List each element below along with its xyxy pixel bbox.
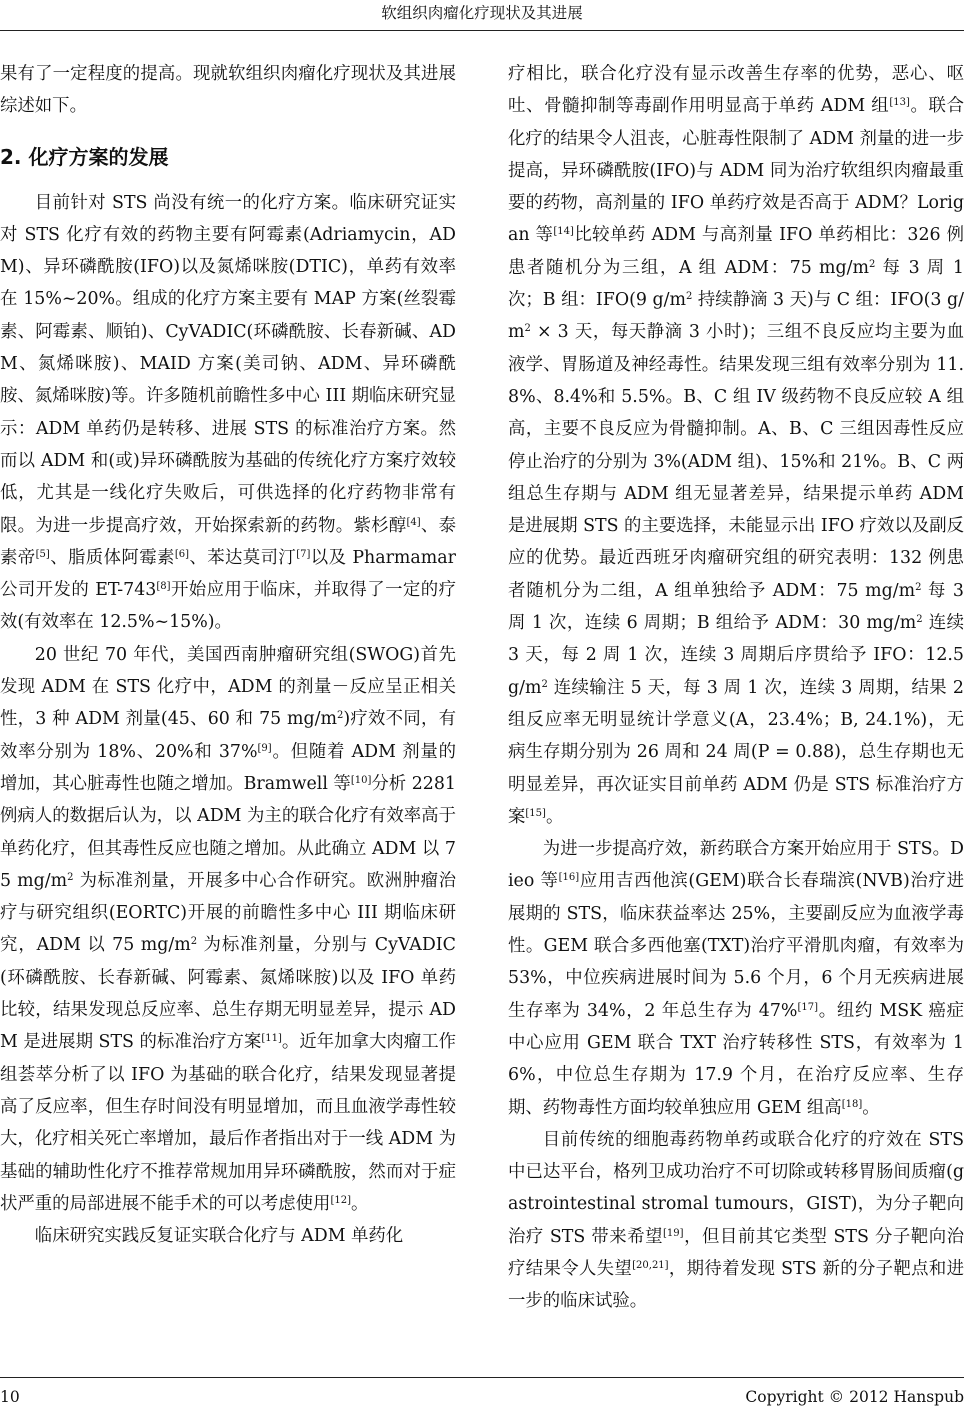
- left-column: [0, 58, 456, 1252]
- paragraph-drug-options: 目前针对 STS 尚没有统一的化疗方案。临床研究证实对 STS 化疗有效的药物主要有阿霉素(Adriamycin，ADM)、异环磷酰胺(IFO)以及氮烯咪胺(DTIC)，单药有效率在 15%~20%。组成的化疗方案主要有 MAP 方案(丝裂霉素、阿霉素、顺铂)、CyVADIC(环磷酰胺、长春新碱、ADM、氮烯咪胺)、MAID 方案(美司钠、ADM、异环磷酰胺、氮烯咪胺)等。许多随机前瞻性多中心 III 期临床研究显示：ADM 单药仍是转移、进展 STS 的标准治疗方案。然而以 ADM 和(或)异环磷酰胺为基础的传统化疗方案疗效较低，尤其是一线化疗失败后，可供选择的化疗药物非常有限。为进一步提高疗效，开始探索新的药物。紫杉醇[4]、泰素帝[5]、脂质体阿霉素[6]、苯达莫司汀[7]以及 Pharmamar 公司开发的 ET-743[8]开始应用于临床，并取得了一定的疗效(有效率在 12.5%~15%)。: [0, 192, 456, 633]
- superscript: 2: [541, 678, 548, 690]
- header-divider: [0, 30, 964, 31]
- citation: [19]: [663, 1227, 684, 1239]
- superscript: 2: [916, 614, 923, 626]
- citation: [5]: [35, 548, 50, 560]
- citation: [14]: [553, 226, 574, 238]
- citation: [9]: [257, 742, 272, 754]
- paragraph-new-combinations: 为进一步提高疗效，新药联合方案开始应用于 STS。Dieo 等[16]应用吉西他滨(GEM)联合长春瑞滨(NVB)治疗进展期的 STS，临床获益率达 25%，主要副反应为血液学毒性。GEM 联合多西他塞(TXT)治疗平滑肌肉瘤，有效率为 53%，中位疾病进展时间为 5.6 个月，6 个月无疾病进展生存率为 34%，2 年总生存为 47%[17]。纽约 MSK 癌症中心应用 GEM 联合 TXT 治疗转移性 STS，有效率为 16%，中位总生存期为 17.9 个月，在治疗反应率、生存期、药物毒性方面均较单独应用 GEM 组高[18]。: [508, 839, 964, 1118]
- paragraph-combination-continued: 疗相比，联合化疗没有显示改善生存率的优势，恶心、呕吐、骨髓抑制等毒副作用明显高于单药 ADM 组[13]。联合化疗的结果令人沮丧，心脏毒性限制了 ADM 剂量的进一步提高，异环磷酰胺(IFO)与 ADM 同为治疗软组织肉瘤最重要的药物，高剂量的 IFO 单药疗效是否高于 ADM？Lorigan 等[14]比较单药 ADM 与高剂量 IFO 单药相比：326 例患者随机分为三组，A 组 ADM：75 $mg/m^2$ 每 3 周 1 次；B 组：IFO(9 $g/m^2$ 持续静滴 3 天)与 C 组：IFO(3 $g/m^2 \times 3$ 天，每天静滴 3 小时)；三组不良反应均主要为血液学、胃肠道及神经毒性。结果发现三组有效率分别为 11.8%、8.4%和 5.5%。B、C 组 IV 级药物不良反应较 A 组高，主要不良反应为骨髓抑制。A、B、C 三组因毒性反应停止治疗的分别为 3%(ADM 组)、15%和 21%。B、C 两组总生存期与 ADM 组无显著差异，结果提示单药 ADM 是进展期 STS 的主要选择，未能显示出 IFO 疗效以及副反应的优势。最近西班牙肉瘤研究组的研究表明：132 例患者随机分为二组，A 组单独给予 ADM：75 $mg/m^2$ 每 3 周 1 次，连续 6 周期；B 组给予 ADM：30 $mg/m^2$ 连续 3 天，每 2 周 1 次，连续 3 周期后序贯给予 IFO：12.5 $g/m^2$ 连续输注 5 天，每 3 周 1 次，连续 3 周期，结果 2 组反应率无明显统计学意义(A，23.4%；B, 24.1%)，无病生存期分别为 26 周和 24 周(P = 0.88)，总生存期也无明显差异，再次证实目前单药 ADM 仍是 STS 标准治疗方案[15]。: [508, 64, 964, 827]
- citation: [10]: [350, 774, 372, 786]
- citation: [8]: [156, 581, 171, 593]
- superscript: 2: [336, 710, 344, 722]
- paragraph-combination-start: 临床研究实践反复证实联合化疗与 ADM 单药化: [34, 1226, 404, 1247]
- page-number: 10: [0, 1388, 20, 1406]
- superscript: 2: [190, 936, 198, 948]
- citation: [4]: [406, 516, 421, 528]
- citation: [12]: [330, 1194, 351, 1206]
- citation: [16]: [558, 872, 580, 884]
- citation: [7]: [296, 548, 311, 560]
- citation: [18]: [841, 1098, 863, 1110]
- running-header-title: 软组织肉瘤化疗现状及其进展: [381, 4, 583, 22]
- intro-continuation: 果有了一定程度的提高。现就软组织肉瘤化疗现状及其进展综述如下。: [0, 64, 456, 117]
- superscript: 2: [868, 258, 876, 270]
- citation: [15]: [525, 807, 546, 819]
- citation: [20,21]: [632, 1259, 669, 1271]
- paragraph-targeted-therapy: 目前传统的细胞毒药物单药或联合化疗的疗效在 STS 中已达平台，格列卫成功治疗不可切除或转移胃肠间质瘤(gastrointestinal stromal tumours，GIST)，为分子靶向治疗 STS 带来希望[19]，但目前其它类型 STS 分子靶向治疗结果令人失望[20,21]，期待着发现 STS 新的分子靶点和进一步的临床试验。: [508, 1129, 964, 1312]
- citation: [11]: [261, 1033, 282, 1045]
- superscript: 2: [67, 871, 74, 883]
- section-heading: 2. 化疗方案的发展: [0, 144, 169, 169]
- citation: [13]: [889, 97, 910, 109]
- footer-divider: [0, 1377, 964, 1378]
- paragraph-adm-dose: 20 世纪 70 年代，美国西南肿瘤研究组(SWOG)首先发现 ADM 在 STS 化疗中，ADM 的剂量－反应呈正相关性，3 种 ADM 剂量(45、60 和 75 $mg/m^2$)疗效不同，有效率分别为 18%、20%和 37%[9]。但随着 ADM 剂量的增加，其心脏毒性也随之增加。Bramwell 等[10]分析 2281 例病人的数据后认为，以 ADM 为主的联合化疗有效率高于单药化疗，但其毒性反应也随之增加。从此确立 ADM 以 75 $mg/m^2$ 为标准剂量，开展多中心合作研究。欧洲肿瘤治疗与研究组织(EORTC)开展的前瞻性多中心 III 期临床研究，ADM 以 75 $mg/m^2$ 为标准剂量，分别与 CyVADIC(环磷酰胺、长春新碱、阿霉素、氮烯咪胺)以及 IFO 单药比较，结果发现总反应率、总生存期无明显差异，提示 ADM 是进展期 STS 的标准治疗方案[11]。近年加拿大肉瘤工作组荟萃分析了以 IFO 为基础的联合化疗，结果发现显著提高了反应率，但生存时间没有明显增加，而且血液学毒性较大，化疗相关死亡率增加，最后作者指出对于一线 ADM 为基础的辅助性化疗不推荐常规加用异环磷酰胺，然而对于症状严重的局部进展不能手术的可以考虑使用[12]。: [0, 644, 456, 1214]
- superscript: 2: [524, 323, 531, 335]
- superscript: 2: [915, 581, 922, 593]
- copyright-notice: Copyright © 2012 Hanspub: [745, 1388, 964, 1406]
- citation: [6]: [174, 548, 189, 560]
- right-column: [508, 58, 964, 1318]
- citation: [17]: [797, 1001, 818, 1013]
- superscript: 2: [685, 291, 693, 303]
